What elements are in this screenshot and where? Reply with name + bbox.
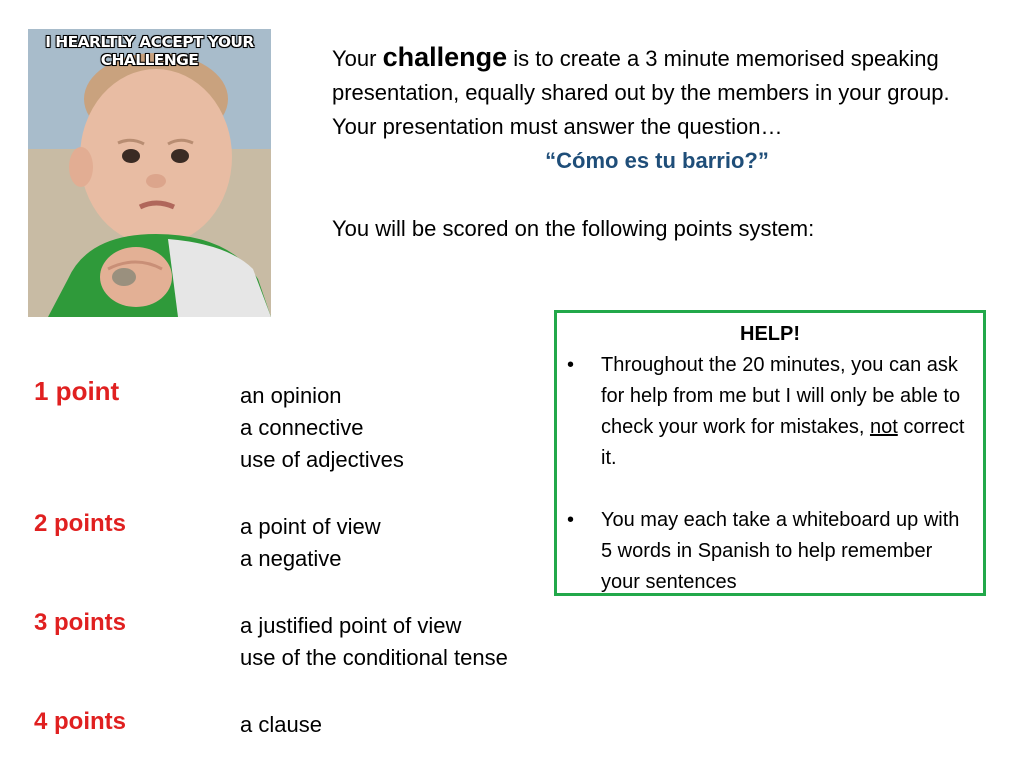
intro-text-after: is to create a 3 minute memorised speaking presentation, equally shared out by the members in your group. <box>332 46 950 105</box>
points-items-1 <box>240 380 404 476</box>
baby-illustration <box>28 29 271 317</box>
points-items-3 <box>240 610 508 674</box>
points-item: a point of view <box>240 514 381 539</box>
points-items-4 <box>240 709 322 741</box>
help-item-ask-for-help <box>567 350 973 474</box>
challenge-intro <box>332 40 992 246</box>
intro-text-before: Your <box>332 46 383 71</box>
points-item: use of the conditional tense <box>240 645 508 670</box>
challenge-emphasis: challenge <box>382 42 508 72</box>
help-item1-end: correct it. <box>601 416 965 469</box>
help-item1-underlined: not <box>869 416 898 438</box>
help-item1-text: Throughout the 20 minutes, you can ask for help from me but I will only be able to check your work for mistakes, <box>601 354 961 438</box>
points-item: use of adjectives <box>240 447 404 472</box>
presentation-question-intro: Your presentation must answer the question… <box>332 114 783 139</box>
points-item: an opinion <box>240 383 342 408</box>
points-item: a clause <box>240 712 322 737</box>
points-label-4: 4 points <box>34 708 127 735</box>
points-label-3: 3 points <box>34 609 127 636</box>
help-item-whiteboard: • You may each take a whiteboard up with 5 words in Spanish to help remember your sentences <box>567 505 973 598</box>
points-label-2: 2 points <box>34 510 127 537</box>
challenge-paragraph <box>332 40 992 110</box>
presentation-question: “Cómo es tu barrio?” <box>545 148 769 173</box>
scoring-intro: You will be scored on the following points system: <box>332 216 815 241</box>
meme-image <box>28 29 271 317</box>
points-items-2 <box>240 511 381 575</box>
points-item: a connective <box>240 415 364 440</box>
help-box <box>554 310 986 596</box>
meme-caption: I HEARLTLY ACCEPT YOUR CHALLENGE <box>45 33 254 69</box>
help-title: HELP! <box>740 323 800 345</box>
help-list <box>567 350 973 598</box>
points-item: a justified point of view <box>240 613 462 638</box>
points-label-1: 1 point <box>34 376 120 406</box>
points-item: a negative <box>240 546 342 571</box>
